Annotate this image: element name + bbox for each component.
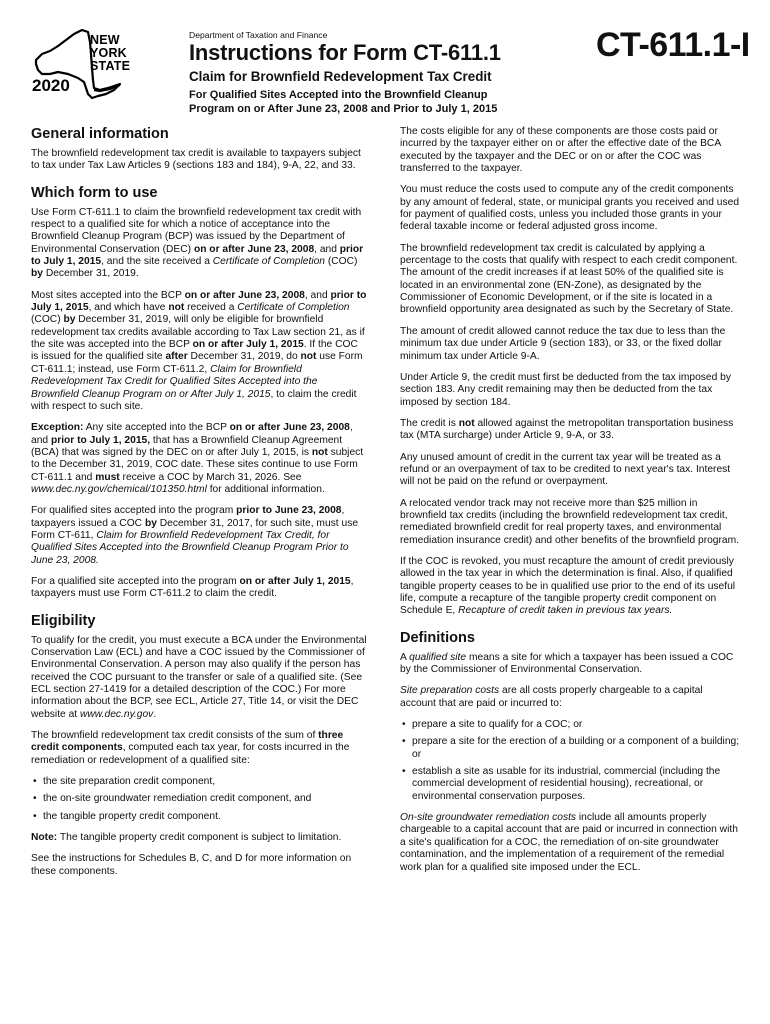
left-column: [31, 126, 367, 887]
general-information-heading: General information: [31, 126, 169, 142]
site-preparation-costs-definition: Site preparation costs are all costs properly chargeable to a capital account that are paid or incurred to:: [400, 685, 703, 709]
form-subtitle: Claim for Brownfield Redevelopment Tax Credit: [189, 69, 492, 84]
credit-components-list: [31, 776, 367, 823]
qualified-site-definition: A qualified site means a site for which a taxpayer has been issued a COC by the Commissioner of Environmental Conservation.: [400, 651, 734, 676]
recapture-paragraph: If the COC is revoked, you must recapture the amount of credit previously allowed in the tax year in which the determination is final. Also, if qualified tangible property ceases to be in qualified use prior to the end of its useful life, compute a recapture of the tangible property credit component on Schedule E, Recapture of credit taken in previous tax years.: [400, 555, 736, 617]
right-column: [400, 126, 741, 883]
after-2015-paragraph: For a qualified site accepted into the program on or after July 1, 2015, taxpayers must use Form CT-611.2 to claim the credit.: [31, 575, 354, 600]
general-information-text: The brownfield redevelopment tax credit is available to taxpayers subject to tax under Tax Law Articles 9 (sections 183 and 184), 9-A, 22, and 33.: [31, 148, 361, 172]
dec-chemical-link[interactable]: www.dec.ny.gov/chemical/101350.html: [31, 483, 207, 495]
dec-website-link[interactable]: www.dec.ny.gov: [80, 708, 154, 720]
list-item: • the on-site groundwater remediation credit component, and: [31, 793, 367, 805]
prior-2008-paragraph: For qualified sites accepted into the program prior to June 23, 2008, taxpayers issued a COC by December 31, 2017, for such site, must use Form CT-611, Claim for Brownfield Redevelopment Tax Credit, for Qualified Sites Accepted into the Brownfield Cleanup Program Prior to June 23, 2008.: [31, 505, 359, 566]
groundwater-remediation-definition: On-site groundwater remediation costs include all amounts properly chargeable to a capital account that are paid or incurred in connection with a site's qualification for a COC, the remediation of on-site groundwater contamination, and the implementation of a requirement of the remedial work plan for a qualified site imposed under the ECL.: [400, 812, 738, 873]
list-item: • prepare a site for the erection of a building or a component of a building; or: [400, 736, 741, 761]
list-item: • establish a site as usable for its industrial, commercial (including the commercial development of residential housing), recreational, or environmental conservation purposes.: [400, 766, 741, 803]
state-name: NEW YORK STATE: [90, 33, 131, 73]
page-title: Instructions for Form CT-611.1: [189, 40, 501, 65]
which-form-heading: Which form to use: [31, 184, 158, 201]
tax-year: 2020: [32, 76, 70, 95]
definitions-heading: Definitions: [400, 629, 475, 646]
reduce-costs-paragraph: You must reduce the costs used to compute any of the credit components by any amount of federal, state, or municipal grants you received and used for payment of qualified costs, unless you included those grants in your federal taxable income or federal adjusted gross income.: [400, 184, 740, 233]
form-subtitle-secondary: For Qualified Sites Accepted into the Brownfield Cleanup Program on or After June 23, 2008 and Prior to July 1, 2015: [189, 89, 498, 115]
list-item: • the tangible property credit component.: [31, 811, 367, 823]
which-form-paragraph-1: Use Form CT-611.1 to claim the brownfield redevelopment tax credit with respect to a qualified site for which a notice of acceptance into the Brownfield Cleanup Program (BCP) was issued by the Department of Environmental Conservation (DEC) on or after June 23, 2008, and prior to July 1, 2015, and the site received a Certificate of Completion (COC) by December 31, 2019.: [31, 206, 364, 280]
relocated-vendor-paragraph: A relocated vendor track may not receive more than $25 million in brownfield tax credits (including the brownfield redevelopment tax credit, remediated brownfield credit for real property taxes, and environmental remediation insurance credit) and other benefits of the brownfield program.: [400, 497, 740, 546]
nys-logo: [28, 24, 178, 106]
form-number: CT-611.1-I: [596, 26, 750, 64]
credit-calculation-paragraph: The brownfield redevelopment tax credit is calculated by applying a percentage to the costs that qualify with respect to each credit component. The amount of the credit increases if at least 50% of the qualified site is located in an environmental zone (EN-Zone), as designated by the Commissioner of Economic Development, or if the site is located in a brownfield opportunity area designated as such by the Secretary of State.: [400, 242, 738, 316]
note-paragraph: Note: The tangible property credit component is subject to limitation.: [31, 832, 342, 844]
mta-surcharge-paragraph: The credit is not allowed against the metropolitan transportation business tax (MTA surcharge) under Article 9, 9-A, or 33.: [400, 417, 734, 442]
eligible-costs-paragraph: The costs eligible for any of these components are those costs paid or incurred by the taxpayer either on or after the effective date of the BCA executed by the taxpayer and the DEC or on or after the COC was transferred to the taxpayer.: [400, 126, 721, 175]
minimum-tax-paragraph: The amount of credit allowed cannot reduce the tax due to less than the minimum tax due under Article 9 (section 183), or 33, or the fixed dollar minimum tax under Article 9-A.: [400, 325, 726, 362]
eligibility-paragraph-2: The brownfield redevelopment tax credit consists of the sum of three credit components, computed each tax year, for costs incurred in the remediation or redevelopment of a qualified site:: [31, 730, 350, 766]
department-name: Department of Taxation and Finance: [189, 30, 328, 40]
article-9-paragraph: Under Article 9, the credit must first be deducted from the tax imposed by section 183. Any credit remaining may then be deducted from the tax imposed by section 184.: [400, 371, 732, 408]
see-instructions-paragraph: See the instructions for Schedules B, C, and D for more information on these components.: [31, 853, 352, 877]
eligibility-paragraph-1: To qualify for the credit, you must execute a BCA under the Environmental Conservation Law (ECL) and have a COC issued by the Commissioner of Environmental Conservation. A person may also qualify if the person has received the COC pursuant to the transfer or sale of a qualified site. (See ECL section 27-1419 for a detailed description of the COC.) For more information about the BCP, see ECL, Article 27, Title 14, or visit the DEC website at www.dec.ny.gov.: [31, 634, 367, 720]
site-preparation-list: [400, 719, 741, 803]
unused-credit-paragraph: Any unused amount of credit in the current tax year will be treated as a refund or an overpayment of tax to be credited to next year's tax. Interest will not be paid on the refund or overpayment.: [400, 451, 731, 488]
which-form-paragraph-2: Most sites accepted into the BCP on or after June 23, 2008, and prior to July 1, 2015, and which have not received a Certificate of Completion (COC) by December 31, 2019, will only be eligible for brownfield redevelopment tax credits available according to Tax Law section 21, as if the site was accepted into the BCP on or after July 1, 2015. If the COC is issued for the qualified site after December 31, 2019, do not use Form CT-611.1; instead, use Form CT-611.2, Claim for Brownfield Redevelopment Tax Credit for Qualified Sites Accepted into the Brownfield Cleanup Program on or After July 1, 2015, to claim the credit with respect to such site.: [31, 289, 367, 412]
list-item: • the site preparation credit component,: [31, 776, 367, 788]
exception-paragraph: Exception: Any site accepted into the BCP on or after June 23, 2008, and prior to July 1, 2015, that has a Brownfield Cleanup Agreement (BCA) that was signed by the DEC on or after July 1, 2015, is not subject to the December 31, 2019, COC date. These sites continue to use Form CT-611.1 and must receive a COC by March 31, 2026. See www.dec.ny.gov/chemical/101350.html for additional information.: [31, 422, 364, 495]
eligibility-heading: Eligibility: [31, 612, 96, 629]
list-item: • prepare a site to qualify for a COC; or: [400, 719, 741, 731]
